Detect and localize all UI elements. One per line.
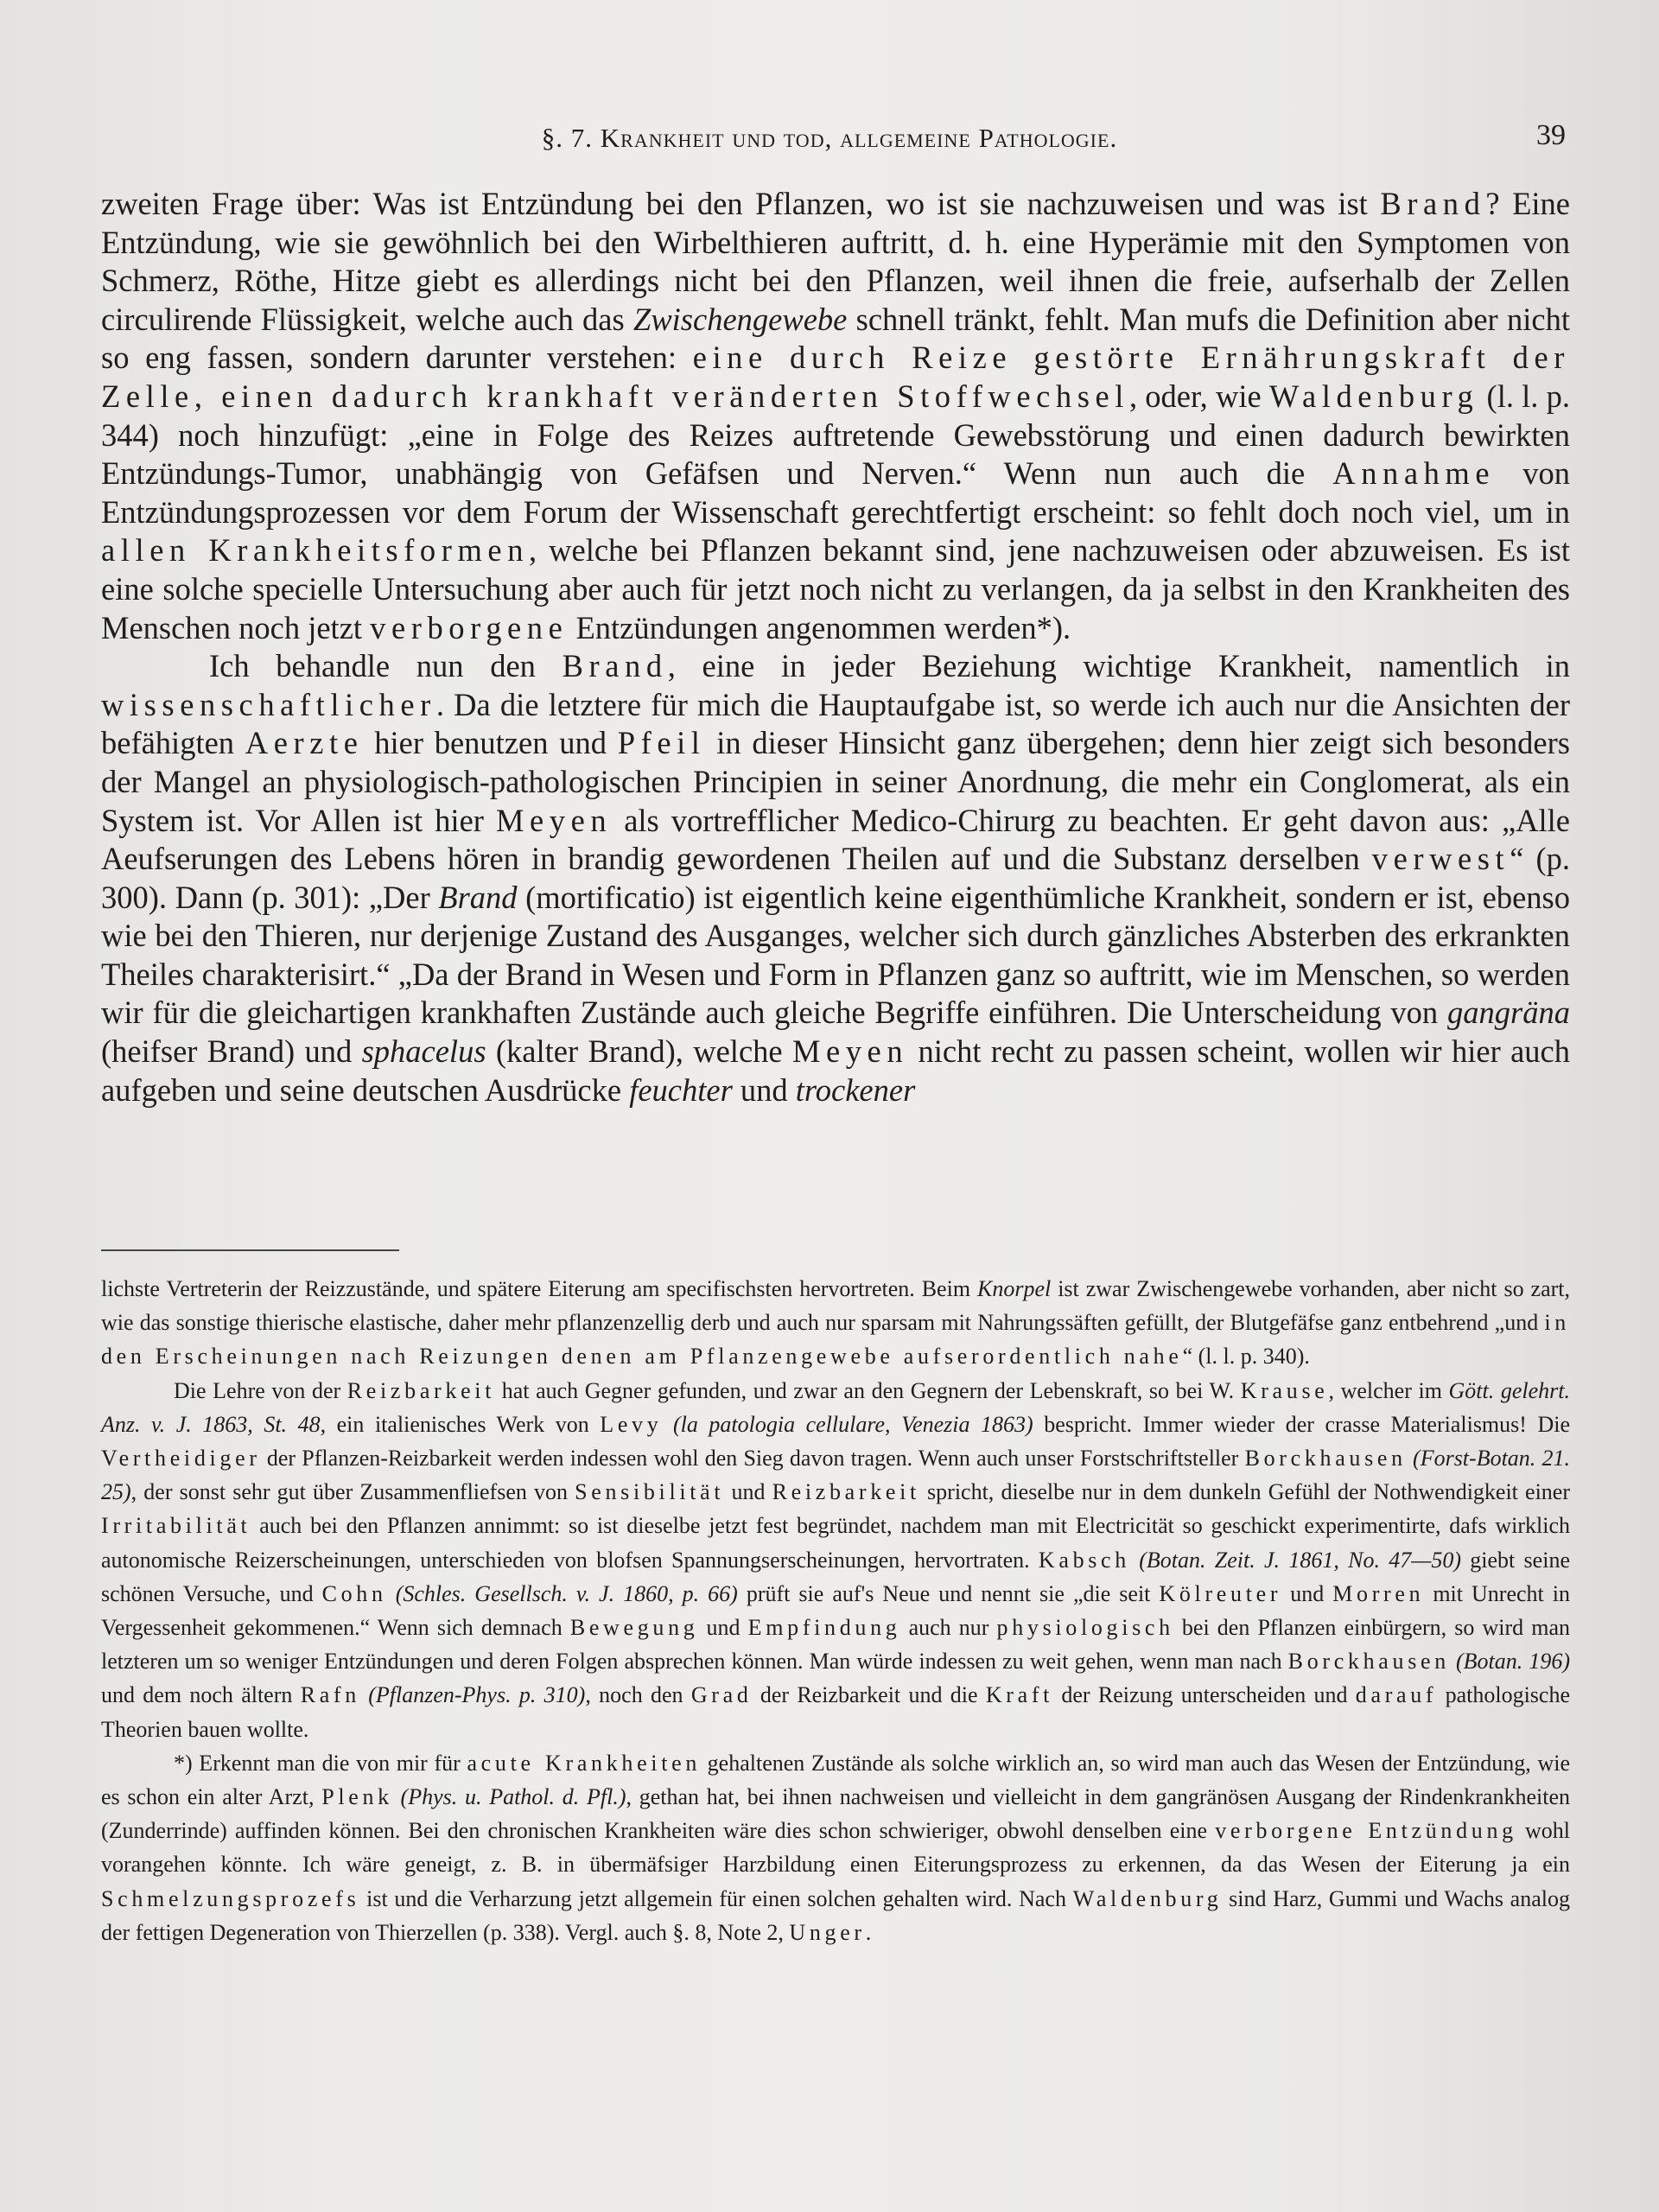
spaced-term: Sensibilität xyxy=(575,1479,725,1505)
spaced-term: verborgene xyxy=(370,609,569,645)
author-name: Borckhausen xyxy=(1287,1649,1450,1675)
citation: (Schles. Gesellsch. v. J. 1860, p. 66) xyxy=(395,1580,738,1606)
spaced-term: Grad xyxy=(690,1682,753,1708)
italic-term: Brand xyxy=(438,879,518,915)
footnote: lichste Vertreterin der Reizzustände, und spätere Eiterung am specifischsten hervortreten. Beim Knorpel ist zwar Zwischengewebe vorhanden, aber nicht so zart, wie das sonstige thierische elastische, daher mehr pflanzenzellig derb und auch nur sparsam mit Nahrungssäften gefüllt, der Blutgefäfse ganz entbehrend „und in den Erscheinungen nach Reizungen denen am Pflanzengewebe aufserordentlich nahe“ (l. l. p. 340). xyxy=(101,1276,1570,1370)
author-name: Meyen xyxy=(495,802,613,838)
spaced-term: verwest xyxy=(1371,841,1510,877)
spaced-term: allen Krankheitsformen xyxy=(101,532,530,569)
citation: Gött. gelehrt. Anz. v. J. 1863, St. 48, xyxy=(101,1377,1571,1437)
paragraph: Ich behandle nun den Brand, eine in jeder Beziehung wichtige Krankheit, namentlich in wissenschaftlicher. Da die letztere für mich die Hauptaufgabe ist, so werde ich auch nur die Ansichten der befähigten Aerzte hier benutzen und Pfeil in dieser Hinsicht ganz übergehen; denn hier zeigt sich besonders der Mangel an physiologisch-pathologischen Principien in seiner Anordnung, die mehr ein Conglomerat, als ein System ist. Vor Allen ist hier Meyen als vortrefflicher Medico-Chirurg zu beachten. Er geht davon aus: „Alle Aeufserungen des Lebens hören in brandig gewordenen Theilen auf und die Substanz derselben verwest“ (p. 300). Dann (p. 301): „Der Brand (mortificatio) ist eigentlich keine eigenthümliche Krankheit, sondern er ist, ebenso wie bei den Thieren, nur derjenige Zustand des Ausganges, welcher sich durch gänzliches Absterben des erkrankten Theiles charakterisirt.“ „Da der Brand in Wesen und Form in Pflanzen ganz so auftritt, wie im Menschen, so werden wir für die gleichartigen krankhaften Zustände auch gleiche Begriffe einführen. Die Unterscheidung von gangräna (heifser Brand) und sphacelus (kalter Brand), welche Meyen nicht recht zu passen scheint, wollen wir hier auch aufgeben und seine deutschen Ausdrücke feuchter und trockener xyxy=(101,648,1570,1108)
main-text xyxy=(101,185,1570,1109)
spaced-term: Brand xyxy=(1380,186,1486,221)
citation: (Phys. u. Pathol. d. Pfl.) xyxy=(400,1784,626,1810)
running-head xyxy=(0,119,1659,162)
author-name: Kölreuter xyxy=(1159,1580,1282,1606)
footnotes xyxy=(101,1272,1570,1949)
spaced-term: Schmelzungsprozefs xyxy=(101,1885,360,1911)
citation: (Pflanzen-Phys. p. 310) xyxy=(368,1682,586,1708)
author-name: Morren xyxy=(1332,1580,1425,1606)
author-name: Plenk xyxy=(321,1784,393,1810)
italic-term: feuchter xyxy=(629,1071,733,1108)
spaced-term: Vertheidiger xyxy=(101,1446,261,1471)
italic-term: sphacelus xyxy=(361,1033,486,1070)
author-name: Rafn xyxy=(300,1682,360,1708)
footnote: *) Erkennt man die von mir für acute Krankheiten gehaltenen Zustände als solche wirklich an, so wird man auch das Wesen der Entzündung, wie es schon ein alter Arzt, Plenk (Phys. u. Pathol. d. Pfl.), gethan hat, bei ihnen nachweisen und vielleicht in dem gangränösen Ausgang der Rindenkrankheiten (Zunderrinde) auffinden können. Bei den chronischen Krankheiten wäre dies schon schwieriger, obwohl denselben eine verborgene Entzündung wohl vorangehen könnte. Ich wäre geneigt, z. B. in übermäfsiger Harzbildung einen Eiterungsprozess zu erkennen, da das Wesen der Eiterung ja ein Schmelzungsprozefs ist und die Verharzung jetzt allgemein für einen solchen gehalten wird. Nach Waldenburg sind Harz, Gummi und Wachs analog der fettigen Degeneration von Thierzellen (p. 338). Vergl. auch §. 8, Note 2, Unger. xyxy=(101,1750,1571,1945)
citation: (Botan. 196) xyxy=(1455,1649,1570,1675)
spaced-term: darauf xyxy=(1355,1682,1438,1708)
citation: (la patologia cellulare, Venezia 1863) xyxy=(672,1411,1033,1437)
author-name: Kabsch xyxy=(1038,1547,1130,1573)
spaced-term: Kraft xyxy=(985,1682,1054,1708)
author-name: Borckhausen xyxy=(1244,1446,1407,1471)
spaced-term: Reizbarkeit xyxy=(772,1479,920,1505)
spaced-term: acute Krankheiten xyxy=(467,1750,702,1776)
spaced-term: Reizbarkeit xyxy=(346,1377,496,1403)
spaced-term: Aerzte xyxy=(245,725,364,761)
footnote-divider xyxy=(101,1249,399,1251)
spaced-quote: in den Erscheinungen nach Reizungen denen am Pflanzengewebe aufserordentlich nahe xyxy=(101,1310,1570,1370)
spaced-term: Brand xyxy=(562,648,668,684)
author-name: Waldenburg xyxy=(1072,1885,1223,1911)
spaced-term: physiologisch xyxy=(996,1615,1174,1641)
spaced-term: Irritabilität xyxy=(101,1513,251,1539)
italic-term: Knorpel xyxy=(977,1276,1052,1301)
spaced-term: wissenschaftlicher xyxy=(101,686,436,722)
author-name: Waldenburg xyxy=(1268,378,1479,414)
page-number: 39 xyxy=(1536,119,1566,151)
author-name: Krause xyxy=(1240,1377,1329,1403)
footnote: Die Lehre von der Reizbarkeit hat auch Gegner gefunden, und zwar an den Gegnern der Lebenskraft, so bei W. Krause, welcher im Gött. gelehrt. Anz. v. J. 1863, St. 48, ein italienisches Werk von Levy (la patologia cellulare, Venezia 1863) bespricht. Immer wieder der crasse Materialismus! Die Vertheidiger der Pflanzen-Reizbarkeit werden indessen wohl den Sieg davon tragen. Wenn auch unser Forstschriftsteller Borckhausen (Forst-Botan. 21. 25), der sonst sehr gut über Zusammenfliefsen von Sensibilität und Reizbarkeit spricht, dieselbe nur in dem dunkeln Gefühl der Nothwendigkeit einer Irritabilität auch bei den Pflanzen annimmt: so ist dieselbe jetzt fest begründet, nachdem man mit Electricität so geschickt experimentirte, dafs wirklich autonomische Reizerscheinungen, unterschieden von blofsen Spannungserscheinungen, hervortraten. Kabsch (Botan. Zeit. J. 1861, No. 47—50) giebt seine schönen Versuche, und Cohn (Schles. Gesellsch. v. J. 1860, p. 66) prüft sie auf's Neue und nennt sie „die seit Kölreuter und Morren mit Unrecht in Vergessenheit gekommenen.“ Wenn sich demnach Bewegung und Empfindung auch nur physiologisch bei den Pflanzen einbürgern, so wird man letzteren um so weniger Entzündungen und deren Folgen absprechen können. Man würde indessen zu weit gehen, wenn man nach Borckhausen (Botan. 196) und dem noch ältern Rafn (Pflanzen-Phys. p. 310), noch den Grad der Reizbarkeit und die Kraft der Reizung unterscheiden und darauf pathologische Theorien bauen wollte. xyxy=(101,1377,1571,1742)
spaced-term: Empfindung xyxy=(747,1615,901,1641)
italic-term: trockener xyxy=(795,1071,916,1108)
paragraph: zweiten Frage über: Was ist Entzündung bei den Pflanzen, wo ist sie nachzuweisen und was ist Brand? Eine Entzündung, wie sie gewöhnlich bei den Wirbelthieren auftritt, d. h. eine Hyperämie mit den Symptomen von Schmerz, Röthe, Hitze giebt es allerdings nicht bei den Pflanzen, weil ihnen die freie, aufserhalb der Zellen circulirende Flüssigkeit, welche auch das Zwischengewebe schnell tränkt, fehlt. Man mufs die Definition aber nicht so eng fassen, sondern darunter verstehen: eine durch Reize gestörte Ernährungskraft der Zelle, einen dadurch krankhaft veränderten Stoffwechsel, oder, wie Waldenburg (l. l. p. 344) noch hinzufügt: „eine in Folge des Reizes auftretende Gewebsstörung und einen dadurch bewirkten Entzündungs-Tumor, unabhängig von Gefäfsen und Nerven.“ Wenn nun auch die Annahme von Entzündungsprozessen vor dem Forum der Wissenschaft gerechtfertigt erscheint: so fehlt doch noch viel, um in allen Krankheitsformen, welche bei Pflanzen bekannt sind, jene nachzuweisen oder abzuweisen. Es ist eine solche specielle Untersuchung aber auch für jetzt noch nicht zu verlangen, da ja selbst in den Krankheiten des Menschen noch jetzt verborgene Entzündungen angenommen werden*). xyxy=(101,186,1571,645)
italic-term: Zwischengewebe xyxy=(633,301,848,337)
author-name: Levy xyxy=(600,1411,663,1437)
spaced-term: Annahme xyxy=(1332,455,1496,492)
author-name: Meyen xyxy=(791,1033,909,1070)
spaced-definition: eine durch Reize gestörte Ernährungskraft der Zelle, einen dadurch krankhaft veränderten Stoffwechsel xyxy=(101,340,1570,414)
author-name: Unger xyxy=(789,1919,866,1945)
author-name: Pfeil xyxy=(617,725,706,761)
italic-term: gangräna xyxy=(1447,995,1570,1031)
author-name: Cohn xyxy=(321,1580,387,1606)
running-head-title: §. 7. Krankheit und tod, allgemeine Pathologie. xyxy=(541,123,1118,153)
citation: (Forst-Botan. 21. 25) xyxy=(101,1446,1571,1505)
spaced-term: verborgene Entzündung xyxy=(1215,1818,1517,1844)
citation: (Botan. Zeit. J. 1861, No. 47—50) xyxy=(1139,1547,1462,1573)
spaced-term: Bewegung xyxy=(569,1615,699,1641)
